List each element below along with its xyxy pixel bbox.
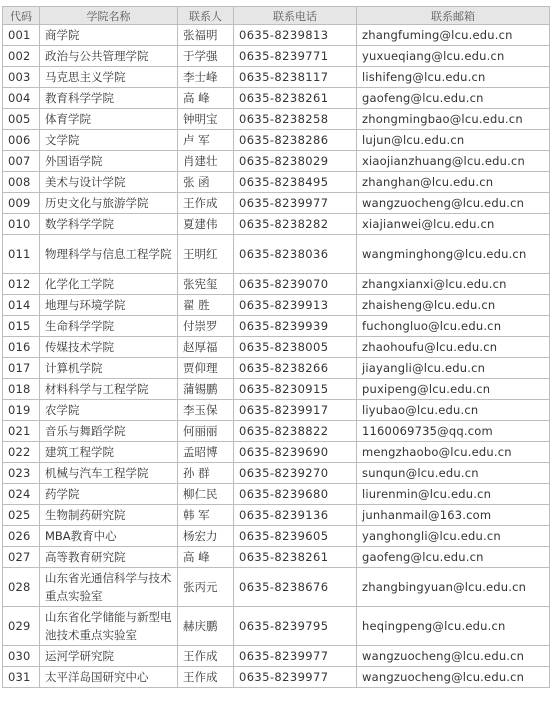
row-email: fuchongluo@lcu.edu.cn — [357, 316, 550, 337]
table-row — [3, 358, 550, 379]
row-code: 026 — [3, 526, 40, 547]
college-contact-table — [2, 6, 550, 688]
row-email: lujun@lcu.edu.cn — [357, 130, 550, 151]
table-row — [3, 442, 550, 463]
row-email: wangminghong@lcu.edu.cn — [357, 235, 550, 274]
row-contact-person: 王作成 — [178, 667, 234, 688]
row-contact-person: 于学强 — [178, 46, 234, 67]
row-college-name: 材料科学与工程学院 — [40, 379, 178, 400]
row-email: zhangfuming@lcu.edu.cn — [357, 25, 550, 46]
row-phone: 0635-8239977 — [234, 667, 357, 688]
row-phone: 0635-8238495 — [234, 172, 357, 193]
row-phone: 0635-8238117 — [234, 67, 357, 88]
row-phone: 0635-8239136 — [234, 505, 357, 526]
row-email: wangzuocheng@lcu.edu.cn — [357, 193, 550, 214]
row-college-name: 运河学研究院 — [40, 646, 178, 667]
row-contact-person: 李玉保 — [178, 400, 234, 421]
row-phone: 0635-8239917 — [234, 400, 357, 421]
row-email: heqingpeng@lcu.edu.cn — [357, 607, 550, 646]
row-phone: 0635-8230915 — [234, 379, 357, 400]
row-college-name: 音乐与舞蹈学院 — [40, 421, 178, 442]
table-body — [3, 25, 550, 688]
row-email: zhangbingyuan@lcu.edu.cn — [357, 568, 550, 607]
table-row — [3, 646, 550, 667]
row-phone: 0635-8239270 — [234, 463, 357, 484]
row-contact-person: 张 函 — [178, 172, 234, 193]
row-contact-person: 赫庆鹏 — [178, 607, 234, 646]
table-row — [3, 547, 550, 568]
row-contact-person: 孙 群 — [178, 463, 234, 484]
row-college-name: 山东省化学储能与新型电池技术重点实验室 — [40, 607, 178, 646]
row-code: 019 — [3, 400, 40, 421]
row-college-name: 政治与公共管理学院 — [40, 46, 178, 67]
table-row — [3, 109, 550, 130]
table-row — [3, 25, 550, 46]
row-contact-person: 韩 军 — [178, 505, 234, 526]
row-code: 006 — [3, 130, 40, 151]
row-contact-person: 卢 军 — [178, 130, 234, 151]
row-college-name: 商学院 — [40, 25, 178, 46]
row-phone: 0635-8239913 — [234, 295, 357, 316]
row-code: 022 — [3, 442, 40, 463]
row-email: xiajianwei@lcu.edu.cn — [357, 214, 550, 235]
row-contact-person: 蒲锡鹏 — [178, 379, 234, 400]
row-email: zhaisheng@lcu.edu.cn — [357, 295, 550, 316]
row-phone: 0635-8239605 — [234, 526, 357, 547]
table-row — [3, 607, 550, 646]
row-college-name: 教育科学学院 — [40, 88, 178, 109]
row-phone: 0635-8238005 — [234, 337, 357, 358]
row-email: wangzuocheng@lcu.edu.cn — [357, 646, 550, 667]
row-college-name: 传媒技术学院 — [40, 337, 178, 358]
row-contact-person: 钟明宝 — [178, 109, 234, 130]
row-contact-person: 翟 胜 — [178, 295, 234, 316]
row-email: zhangxianxi@lcu.edu.cn — [357, 274, 550, 295]
row-college-name: 数学科学学院 — [40, 214, 178, 235]
row-college-name: 山东省光通信科学与技术重点实验室 — [40, 568, 178, 607]
row-email: lishifeng@lcu.edu.cn — [357, 67, 550, 88]
row-contact-person: 夏建伟 — [178, 214, 234, 235]
row-email: zhanghan@lcu.edu.cn — [357, 172, 550, 193]
row-code: 023 — [3, 463, 40, 484]
row-college-name: 马克思主义学院 — [40, 67, 178, 88]
header-code: 代码 — [3, 7, 40, 25]
table-row — [3, 667, 550, 688]
row-college-name: 物理科学与信息工程学院 — [40, 235, 178, 274]
row-code: 017 — [3, 358, 40, 379]
row-phone: 0635-8239690 — [234, 442, 357, 463]
row-code: 030 — [3, 646, 40, 667]
row-code: 027 — [3, 547, 40, 568]
row-code: 002 — [3, 46, 40, 67]
header-email: 联系邮箱 — [357, 7, 550, 25]
row-email: yanghongli@lcu.edu.cn — [357, 526, 550, 547]
table-row — [3, 400, 550, 421]
row-phone: 0635-8238286 — [234, 130, 357, 151]
table-row — [3, 67, 550, 88]
table-row — [3, 88, 550, 109]
row-phone: 0635-8238676 — [234, 568, 357, 607]
row-college-name: 体育学院 — [40, 109, 178, 130]
row-email: sunqun@lcu.edu.cn — [357, 463, 550, 484]
row-phone: 0635-8238261 — [234, 88, 357, 109]
row-code: 007 — [3, 151, 40, 172]
table-row — [3, 316, 550, 337]
row-contact-person: 张宪玺 — [178, 274, 234, 295]
row-phone: 0635-8239977 — [234, 646, 357, 667]
row-college-name: 文学院 — [40, 130, 178, 151]
row-college-name: 机械与汽车工程学院 — [40, 463, 178, 484]
row-code: 029 — [3, 607, 40, 646]
row-college-name: 生命科学学院 — [40, 316, 178, 337]
row-college-name: 历史文化与旅游学院 — [40, 193, 178, 214]
table-row — [3, 484, 550, 505]
row-code: 008 — [3, 172, 40, 193]
row-code: 005 — [3, 109, 40, 130]
row-college-name: 化学化工学院 — [40, 274, 178, 295]
row-contact-person: 肖建壮 — [178, 151, 234, 172]
table-row — [3, 295, 550, 316]
row-phone: 0635-8239795 — [234, 607, 357, 646]
row-phone: 0635-8238036 — [234, 235, 357, 274]
header-contact-person: 联系人 — [178, 7, 234, 25]
row-code: 001 — [3, 25, 40, 46]
row-email: liurenmin@lcu.edu.cn — [357, 484, 550, 505]
row-phone: 0635-8239070 — [234, 274, 357, 295]
table-row — [3, 130, 550, 151]
row-contact-person: 高 峰 — [178, 547, 234, 568]
row-contact-person: 王作成 — [178, 193, 234, 214]
row-contact-person: 高 峰 — [178, 88, 234, 109]
row-code: 024 — [3, 484, 40, 505]
row-contact-person: 付崇罗 — [178, 316, 234, 337]
row-email: 1160069735@qq.com — [357, 421, 550, 442]
row-email: xiaojianzhuang@lcu.edu.cn — [357, 151, 550, 172]
table-row — [3, 46, 550, 67]
row-contact-person: 李士峰 — [178, 67, 234, 88]
row-code: 010 — [3, 214, 40, 235]
row-email: yuxueqiang@lcu.edu.cn — [357, 46, 550, 67]
row-email: mengzhaobo@lcu.edu.cn — [357, 442, 550, 463]
row-college-name: 地理与环境学院 — [40, 295, 178, 316]
row-college-name: 计算机学院 — [40, 358, 178, 379]
table-row — [3, 235, 550, 274]
college-contact-table-container — [2, 6, 549, 688]
row-code: 004 — [3, 88, 40, 109]
row-code: 018 — [3, 379, 40, 400]
header-phone: 联系电话 — [234, 7, 357, 25]
row-college-name: 太平洋岛国研究中心 — [40, 667, 178, 688]
row-code: 021 — [3, 421, 40, 442]
row-contact-person: 张福明 — [178, 25, 234, 46]
table-row — [3, 463, 550, 484]
row-contact-person: 王作成 — [178, 646, 234, 667]
table-header-row — [3, 7, 550, 25]
row-phone: 0635-8239680 — [234, 484, 357, 505]
row-college-name: 药学院 — [40, 484, 178, 505]
row-phone: 0635-8239813 — [234, 25, 357, 46]
row-college-name: 高等教育研究院 — [40, 547, 178, 568]
row-phone: 0635-8238266 — [234, 358, 357, 379]
row-contact-person: 柳仁民 — [178, 484, 234, 505]
table-row — [3, 505, 550, 526]
row-phone: 0635-8238261 — [234, 547, 357, 568]
row-code: 003 — [3, 67, 40, 88]
table-row — [3, 568, 550, 607]
row-email: puxipeng@lcu.edu.cn — [357, 379, 550, 400]
row-code: 012 — [3, 274, 40, 295]
table-row — [3, 151, 550, 172]
row-code: 028 — [3, 568, 40, 607]
table-row — [3, 193, 550, 214]
row-phone: 0635-8239771 — [234, 46, 357, 67]
row-contact-person: 赵厚福 — [178, 337, 234, 358]
table-row — [3, 214, 550, 235]
row-email: zhongmingbao@lcu.edu.cn — [357, 109, 550, 130]
row-code: 031 — [3, 667, 40, 688]
row-college-name: 外国语学院 — [40, 151, 178, 172]
row-phone: 0635-8238822 — [234, 421, 357, 442]
row-code: 014 — [3, 295, 40, 316]
row-contact-person: 杨宏力 — [178, 526, 234, 547]
row-email: gaofeng@lcu.edu.cn — [357, 88, 550, 109]
row-email: jiayangli@lcu.edu.cn — [357, 358, 550, 379]
row-contact-person: 何丽丽 — [178, 421, 234, 442]
row-phone: 0635-8239977 — [234, 193, 357, 214]
row-phone: 0635-8238282 — [234, 214, 357, 235]
header-college-name: 学院名称 — [40, 7, 178, 25]
row-code: 016 — [3, 337, 40, 358]
row-code: 011 — [3, 235, 40, 274]
row-phone: 0635-8238258 — [234, 109, 357, 130]
row-contact-person: 贾仰理 — [178, 358, 234, 379]
row-phone: 0635-8239939 — [234, 316, 357, 337]
table-row — [3, 421, 550, 442]
row-email: zhaohoufu@lcu.edu.cn — [357, 337, 550, 358]
row-code: 009 — [3, 193, 40, 214]
row-phone: 0635-8238029 — [234, 151, 357, 172]
table-row — [3, 337, 550, 358]
row-college-name: 建筑工程学院 — [40, 442, 178, 463]
row-code: 025 — [3, 505, 40, 526]
row-contact-person: 王明红 — [178, 235, 234, 274]
row-contact-person: 孟昭博 — [178, 442, 234, 463]
table-row — [3, 274, 550, 295]
row-college-name: 生物制药研究院 — [40, 505, 178, 526]
row-email: wangzuocheng@lcu.edu.cn — [357, 667, 550, 688]
row-college-name: MBA教育中心 — [40, 526, 178, 547]
row-college-name: 农学院 — [40, 400, 178, 421]
row-email: gaofeng@lcu.edu.cn — [357, 547, 550, 568]
table-row — [3, 526, 550, 547]
row-email: liyubao@lcu.edu.cn — [357, 400, 550, 421]
row-college-name: 美术与设计学院 — [40, 172, 178, 193]
row-code: 015 — [3, 316, 40, 337]
row-email: junhanmail@163.com — [357, 505, 550, 526]
table-row — [3, 379, 550, 400]
table-row — [3, 172, 550, 193]
row-contact-person: 张丙元 — [178, 568, 234, 607]
